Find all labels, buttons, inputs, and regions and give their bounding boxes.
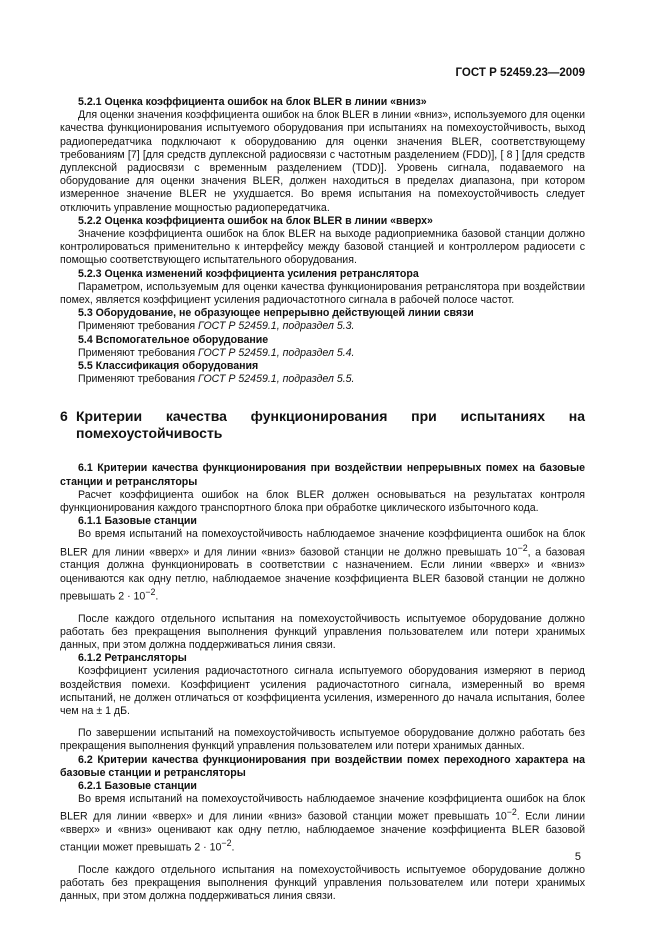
standard-reference: ГОСТ Р 52459.1, подраздел 5.4.: [198, 346, 355, 359]
section-heading-6-1-1: 6.1.1 Базовые станции: [78, 515, 197, 528]
section-heading-6-1-2: 6.1.2 Ретрансляторы: [78, 652, 187, 665]
paragraph: Параметром, используемым для оценки качества функционирования ретранслятора при воздействии помех, является коэффициент усиления радиочастотного сигнала в рабочей полосе частот.: [60, 280, 585, 307]
paragraph: [60, 320, 585, 333]
section-heading-5-2-2: 5.2.2 Оценка коэффициента ошибок на блок BLER в линии «вверх»: [78, 214, 433, 227]
paragraph: Значение коэффициента ошибок на блок BLER на выходе радиоприемника базовой станции должно контролироваться применительно к интерфейсу между базовой станцией и контроллером радиосети с помощью соответствующего испытательного оборудования.: [60, 228, 585, 267]
section-title-text: Критерии качества функционирования при испытаниях на помехоустойчивость: [76, 408, 585, 442]
paragraph-text: .: [155, 590, 159, 603]
standard-reference: ГОСТ Р 52459.1, подраздел 5.3.: [198, 320, 355, 333]
document-header: ГОСТ Р 52459.23—2009: [455, 67, 585, 79]
paragraph: Расчет коэффициента ошибок на блок BLER должен основываться на результатах контроля функционирования каждого транспортного блока при обработке циклического избыточного кода.: [60, 488, 585, 515]
paragraph: [60, 347, 585, 360]
section-heading-5-5: 5.5 Классификация оборудования: [78, 360, 259, 373]
section-heading-6-2: 6.2 Критерии качества функционирования при воздействии помех переходного характера на базовые станции и ретрансляторы: [60, 753, 585, 779]
section-heading-5-4: 5.4 Вспомогательное оборудование: [78, 333, 269, 346]
paragraph: Коэффициент усиления радиочастотного сигнала испытуемого оборудования измеряют в период воздействия помехи. Коэффициент усиления радиочастотного сигнала, измеренный во время испытаний, не должен отличаться от коэффициента усиления, измеренного до начала испытания, более чем на ± 1 дБ.: [60, 665, 585, 717]
paragraph-text: Во время испытаний на помехоустойчивость наблюдаемое значение коэффициента ошибок на блок BLER для линии «вверх» и для линии «вниз» базовой станции не должно превышать 10: [60, 528, 585, 559]
paragraph: [60, 373, 585, 386]
superscript: −2: [145, 586, 156, 597]
paragraph-text: , а базовая станция должна функционировать в соответствии с назначением. Если линии «вверх» и «вниз» оцениваются как одну петлю, наблюдаемое значение коэффициента BLER базовой станции не должно превышать 2 · 10: [60, 546, 585, 603]
document-body: [60, 96, 585, 904]
paragraph-text: Во время испытаний на помехоустойчивость наблюдаемое значение коэффициента ошибок на блок BLER для линии «вверх» и для линии «вниз» базовой станции может превышать 10: [60, 793, 585, 823]
paragraph: Для оценки значения коэффициента ошибок на блок BLER в линии «вниз», используемого для оценки качества функционирования испытуемого оборудования при испытаниях на помехоустойчивость, выход радиопередатчика подключают к оборудованию для оценки значения BLER, соответствующему требованиям [7] [для средств дуплексной радиосвязи с частотным разделением (FDD)], [ 8 ] [для средств дуплексной радиосвязи с временным разделением (TDD)]. Уровень сигнала, подаваемого на оборудование для оценки значения BLER, должен находиться в пределах диапазона, при котором измеренное значение BLER не ухудшается. Во время испытания на помехоустойчивость следует отключить управление мощностью радиопередатчика.: [60, 109, 585, 214]
section-heading-5-2-3: 5.2.3 Оценка изменений коэффициента усиления ретранслятора: [78, 267, 419, 280]
paragraph: [60, 528, 585, 603]
paragraph-text: .: [231, 841, 235, 854]
section-number: 6: [60, 408, 68, 425]
section-heading-6-1: 6.1 Критерии качества функционирования при воздействии непрерывных помех на базовые станции и ретрансляторы: [60, 462, 585, 488]
superscript: −2: [517, 542, 528, 553]
superscript: −2: [221, 838, 232, 849]
paragraph-text: Применяют требования: [78, 373, 199, 386]
section-heading-5-2-1: 5.2.1 Оценка коэффициента ошибок на блок BLER в линии «вниз»: [78, 96, 427, 108]
section-heading-6-2-1: 6.2.1 Базовые станции: [78, 780, 197, 792]
standard-reference: ГОСТ Р 52459.1, подраздел 5.5.: [198, 373, 355, 386]
paragraph: По завершении испытаний на помехоустойчивость испытуемое оборудование должно работать без прекращения выполнения функций управления пользователем или потери хранимых данных.: [60, 727, 585, 753]
paragraph: После каждого отдельного испытания на помехоустойчивость испытуемое оборудование должно работать без прекращения выполнения функций управления пользователем или потери хранимых данных, при этом должна поддерживаться линия связи.: [60, 864, 585, 903]
paragraph-text: Применяют требования: [78, 346, 199, 359]
paragraph: После каждого отдельного испытания на помехоустойчивость испытуемое оборудование должно работать без прекращения выполнения функций управления пользователем или потери хранимых данных, при этом должна поддерживаться линия связи.: [60, 612, 585, 651]
page-number: 5: [574, 851, 581, 863]
paragraph: [60, 793, 585, 855]
paragraph-text: Применяют требования: [78, 320, 199, 333]
section-title-6: [60, 408, 585, 442]
superscript: −2: [506, 807, 517, 818]
paragraph-text: . Если линии «вверх» и «вниз» оценивают как одну петлю, наблюдаемое значение коэффициента BLER базовой станции может превышать 2 · 10: [60, 810, 585, 854]
section-heading-5-3: 5.3 Оборудование, не образующее непрерывно действующей линии связи: [78, 307, 474, 320]
